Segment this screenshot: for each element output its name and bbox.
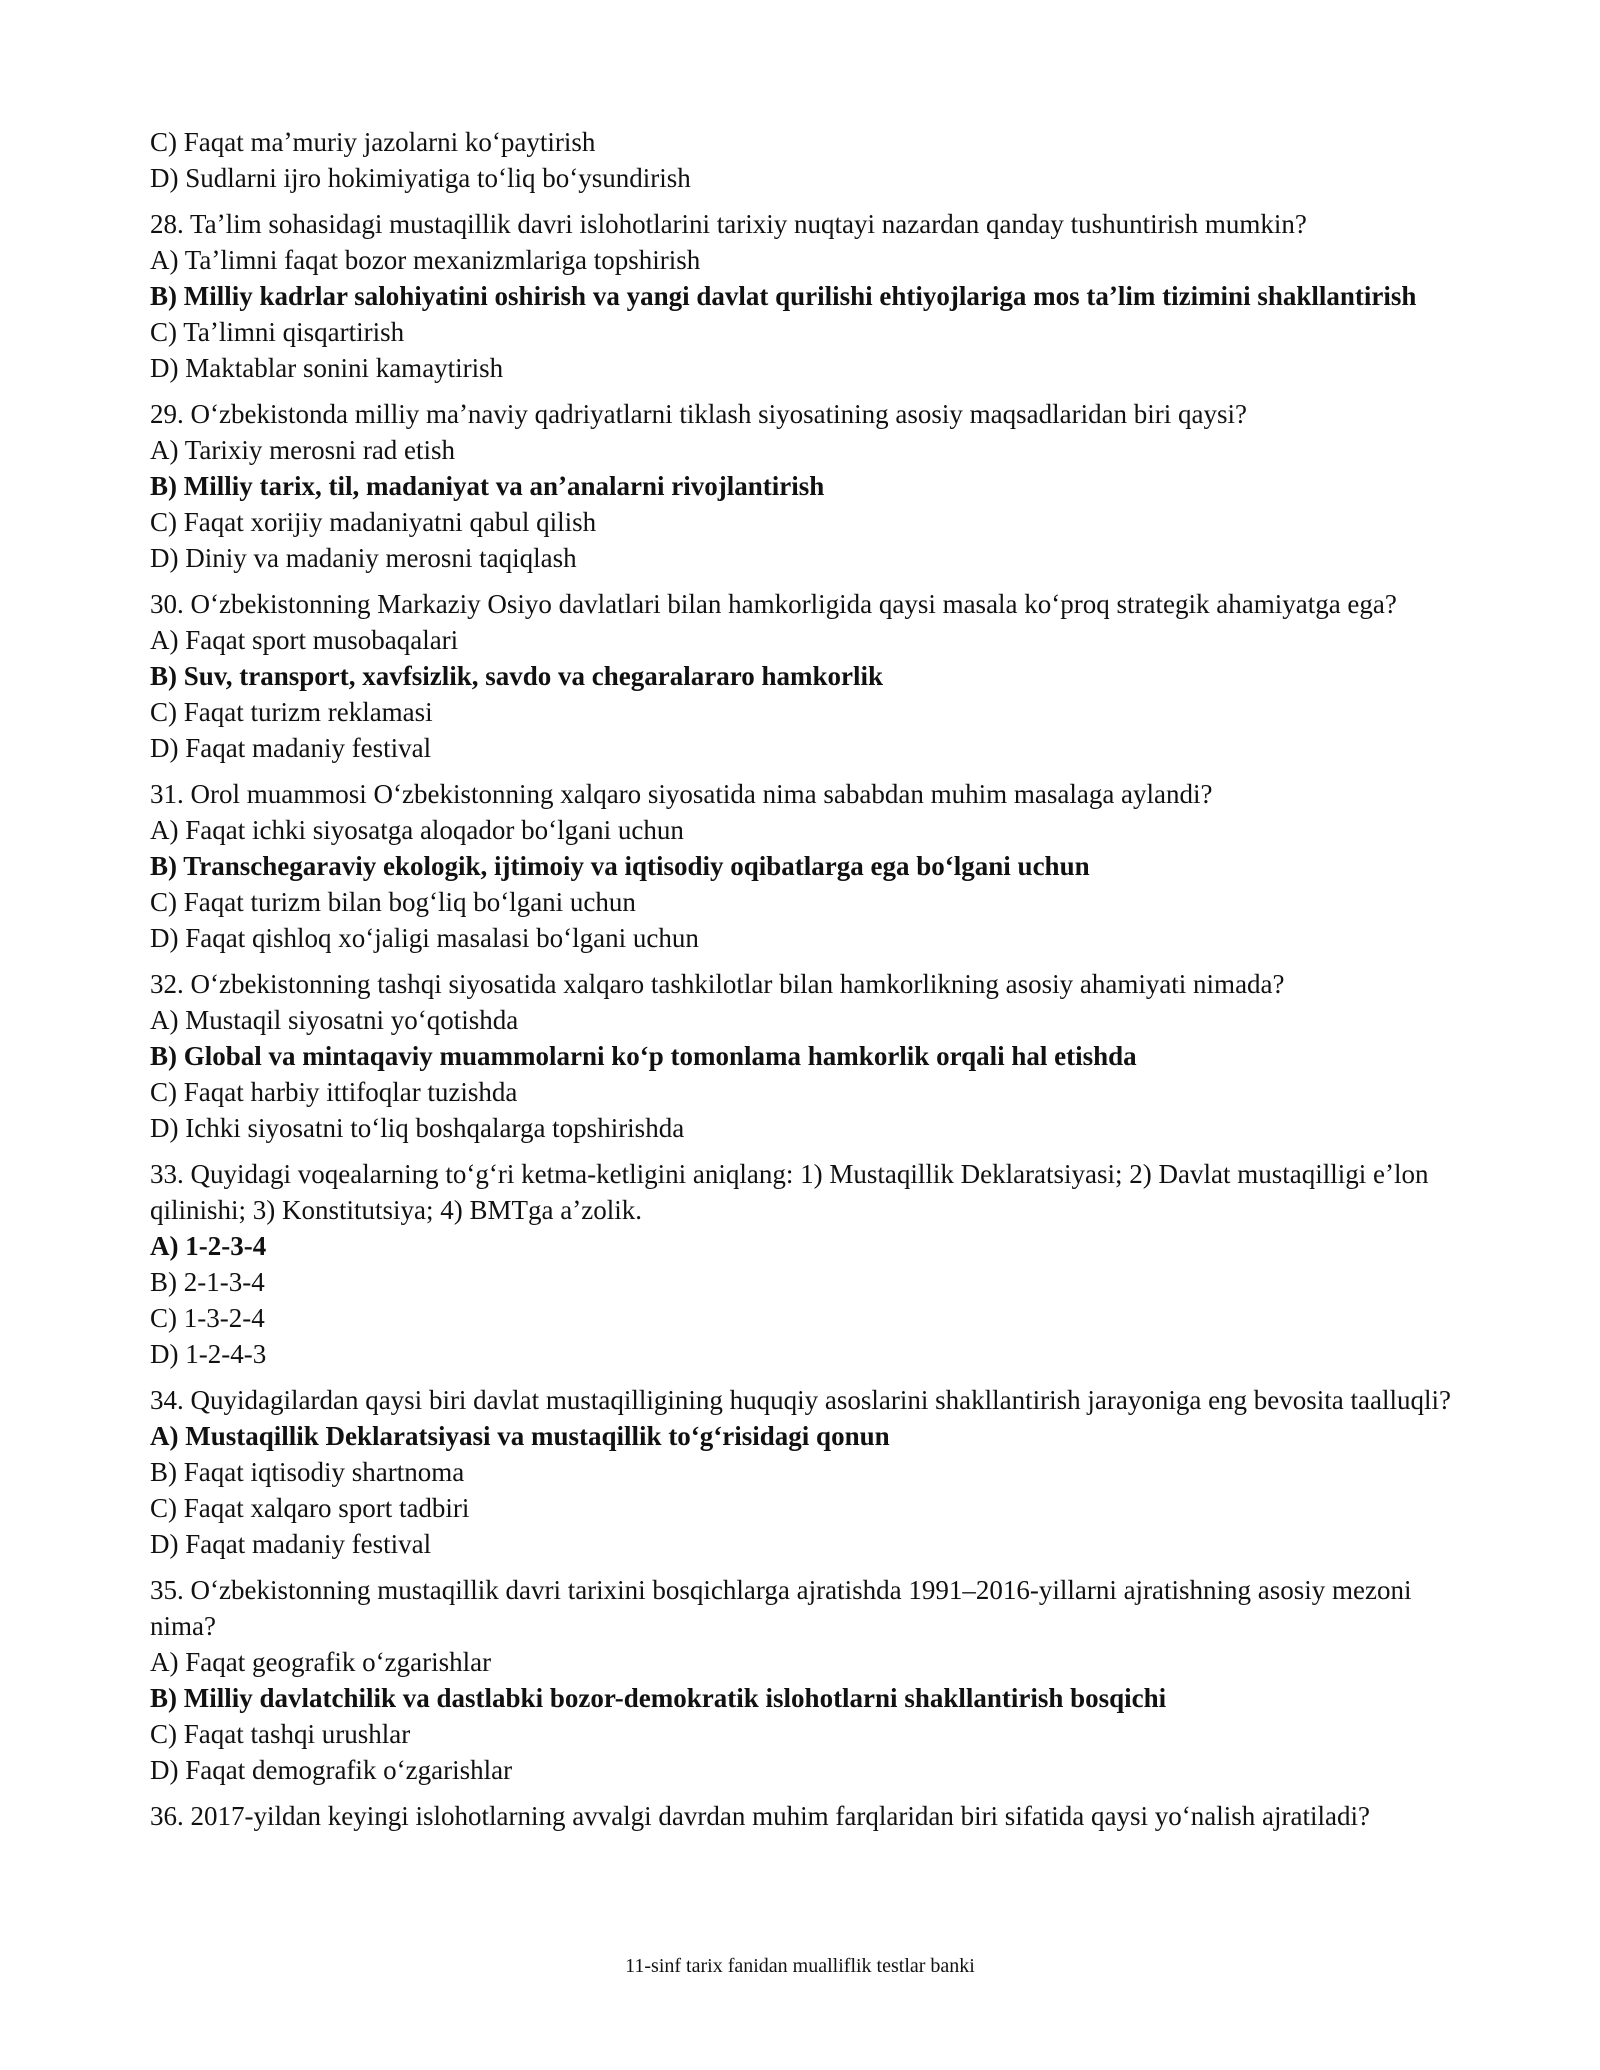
question-33: 33. Quyidagi voqealarning toʻgʻri ketma-ketligini aniqlang: 1) Mustaqillik Deklaratsiyasi; 2) Davlat mustaqilligi eʼlon qilinishi; 3) Konstitutsiya; 4) BMTga aʼzolik.: [150, 1159, 1429, 1225]
question-31: 31. Orol muammosi Oʻzbekistonning xalqaro siyosatida nima sababdan muhim masalaga aylandi?: [150, 779, 1213, 809]
correct-answer: B) Milliy davlatchilik va dastlabki bozor-demokratik islohotlarni shakllantirish bosqichi: [150, 1683, 1167, 1713]
correct-answer: B) Transchegaraviy ekologik, ijtimoiy va iqtisodiy oqibatlarga ega boʻlgani uchun: [150, 851, 1090, 881]
correct-answer: B) Milliy kadrlar salohiyatini oshirish va yangi davlat qurilishi ehtiyojlariga mos taʼlim tizimini shakllantirish: [150, 281, 1417, 311]
test-content: [150, 124, 1460, 1834]
correct-answer: B) Global va mintaqaviy muammolarni koʻp tomonlama hamkorlik orqali hal etishda: [150, 1041, 1137, 1071]
correct-answer: B) Milliy tarix, til, madaniyat va anʼanalarni rivojlantirish: [150, 471, 825, 501]
answer-option-c: C) Taʼlimni qisqartirish: [150, 317, 405, 347]
answer-option-b: B) 2-1-3-4: [150, 1267, 265, 1297]
answer-option-c: C) Faqat turizm bilan bogʻliq boʻlgani uchun: [150, 887, 636, 917]
answer-option-c: C) 1-3-2-4: [150, 1303, 265, 1333]
question-35: 35. Oʻzbekistonning mustaqillik davri tarixini bosqichlarga ajratishda 1991–2016-yillarni ajratishning asosiy mezoni nima?: [150, 1575, 1412, 1641]
answer-option-d: D) Faqat qishloq xoʻjaligi masalasi boʻlgani uchun: [150, 923, 699, 953]
answer-option-c: C) Faqat tashqi urushlar: [150, 1719, 411, 1749]
answer-option-c: C) Faqat harbiy ittifoqlar tuzishda: [150, 1077, 518, 1107]
answer-option-d: D) Maktablar sonini kamaytirish: [150, 353, 504, 383]
answer-option-a: A) Taʼlimni faqat bozor mexanizmlariga topshirish: [150, 245, 701, 275]
answer-option-c: C) Faqat xalqaro sport tadbiri: [150, 1493, 470, 1523]
answer-option-a: A) Tarixiy merosni rad etish: [150, 435, 456, 465]
answer-option-d: D) Faqat madaniy festival: [150, 733, 432, 763]
question-29: 29. Oʻzbekistonda milliy maʼnaviy qadriyatlarni tiklash siyosatining asosiy maqsadlaridan biri qaysi?: [150, 399, 1248, 429]
answer-option-b: B) Faqat iqtisodiy shartnoma: [150, 1457, 465, 1487]
correct-answer: B) Suv, transport, xavfsizlik, savdo va chegaralararo hamkorlik: [150, 661, 884, 691]
correct-answer: A) Mustaqillik Deklaratsiyasi va mustaqillik toʻgʻrisidagi qonun: [150, 1421, 890, 1451]
answer-option-a: A) Mustaqil siyosatni yoʻqotishda: [150, 1005, 519, 1035]
question-36: 36. 2017-yildan keyingi islohotlarning avvalgi davrdan muhim farqlaridan biri sifatida qaysi yoʻnalish ajratiladi?: [150, 1801, 1370, 1831]
page-footer: 11-sinf tarix fanidan mualliflik testlar banki: [625, 1955, 975, 1977]
answer-option-d: D) Faqat madaniy festival: [150, 1529, 432, 1559]
correct-answer: A) 1-2-3-4: [150, 1231, 267, 1261]
answer-option-a: A) Faqat sport musobaqalari: [150, 625, 459, 655]
question-30: 30. Oʻzbekistonning Markaziy Osiyo davlatlari bilan hamkorligida qaysi masala koʻproq strategik ahamiyatga ega?: [150, 589, 1397, 619]
answer-option-d: D) Sudlarni ijro hokimiyatiga toʻliq boʻysundirish: [150, 163, 691, 193]
question-28: 28. Taʼlim sohasidagi mustaqillik davri islohotlarini tarixiy nuqtayi nazardan qanday tushuntirish mumkin?: [150, 209, 1307, 239]
question-34: 34. Quyidagilardan qaysi biri davlat mustaqilligining huquqiy asoslarini shakllantirish jarayoniga eng bevosita taalluqli?: [150, 1385, 1451, 1415]
answer-option-c: C) Faqat xorijiy madaniyatni qabul qilish: [150, 507, 597, 537]
answer-option-d: D) Ichki siyosatni toʻliq boshqalarga topshirishda: [150, 1113, 685, 1143]
answer-option-d: D) 1-2-4-3: [150, 1339, 267, 1369]
question-32: 32. Oʻzbekistonning tashqi siyosatida xalqaro tashkilotlar bilan hamkorlikning asosiy ahamiyati nimada?: [150, 969, 1285, 999]
answer-option-d: D) Faqat demografik oʻzgarishlar: [150, 1755, 513, 1785]
answer-option-a: A) Faqat geografik oʻzgarishlar: [150, 1647, 492, 1677]
answer-option-a: A) Faqat ichki siyosatga aloqador boʻlgani uchun: [150, 815, 684, 845]
answer-option-c: C) Faqat turizm reklamasi: [150, 697, 433, 727]
answer-option-c: C) Faqat maʼmuriy jazolarni koʻpaytirish: [150, 127, 596, 157]
answer-option-d: D) Diniy va madaniy merosni taqiqlash: [150, 543, 577, 573]
